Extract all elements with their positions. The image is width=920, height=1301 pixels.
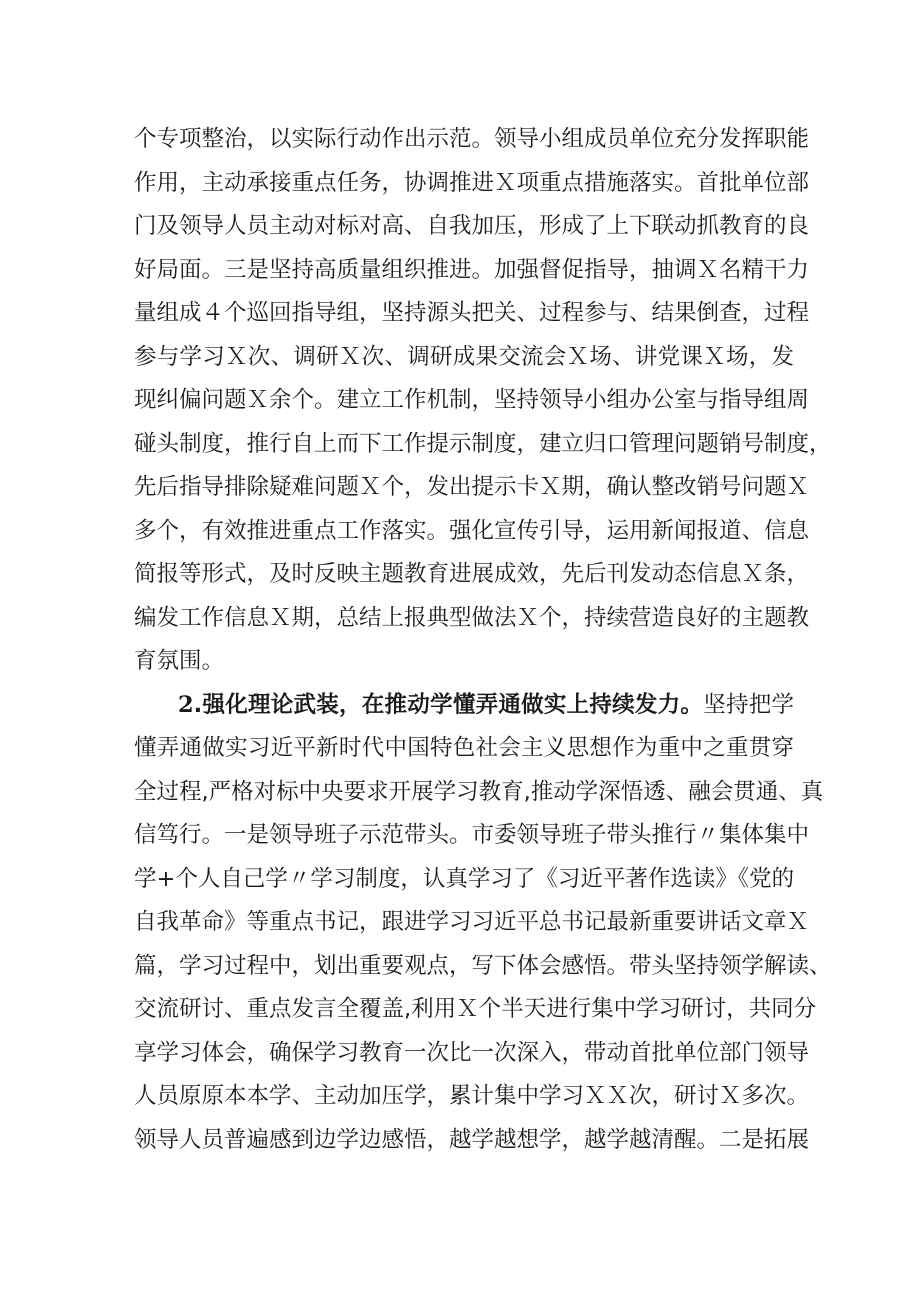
text-line: 先后指导排除疑难问题Ｘ个，发出提示卡Ｘ期，确认整改销号问题Ｘ — [134, 474, 810, 500]
text-line: 量组成４个巡回指导组，坚持源头把关、过程参与、结果倒查，过程 — [134, 300, 810, 326]
text-line: 现纠偏问题Ｘ余个。建立工作机制，坚持领导小组办公室与指导组周 — [134, 387, 810, 413]
text-line: 自我革命》等重点书记，跟进学习习近平总书记最新重要讲话文章Ｘ — [134, 909, 810, 935]
text-line: 享学习体会，确保学习教育一次比一次深入，带动首批单位部门领导 — [134, 1039, 810, 1066]
text-line: 门及领导人员主动对标对高、自我加压，形成了上下联动抓教育的良 — [134, 213, 810, 239]
section-number: 2 — [178, 691, 194, 718]
text-line: 信笃行。一是领导班子示范带头。市委领导班子带头推行〃集体集中 — [134, 822, 810, 848]
text-run: 坚持把学 — [703, 691, 794, 718]
text-line: 简报等形式，及时反映主题教育进展成效，先后刊发动态信息Ｘ条， — [134, 561, 810, 587]
paragraph-1 — [134, 118, 832, 684]
paragraph-2 — [134, 684, 832, 1163]
text-line: 作用，主动承接重点任务，协调推进Ｘ项重点措施落实。首批单位部 — [134, 169, 810, 196]
text-line: 多个，有效推进重点工作落实。强化宣传引导，运用新闻报道、信息 — [134, 517, 810, 544]
text-line: 好局面。三是坚持高质量组织推进。加强督促指导，抽调Ｘ名精干力 — [134, 256, 810, 283]
text-line: 个专项整治，以实际行动作出示范。领导小组成员单位充分发挥职能 — [134, 126, 810, 152]
text-line: 交流研讨、重点发言全覆盖,利用Ｘ个半天进行集中学习研讨，共同分 — [134, 996, 817, 1022]
text-line: 碰头制度，推行自上而下工作提示制度，建立归口管理问题销号制度， — [134, 430, 832, 457]
text-line: 懂弄通做实习近平新时代中国特色社会主义思想作为重中之重贯穿 — [134, 735, 794, 761]
text-line: 人员原原本本学、主动加压学，累计集中学习ＸＸ次，研讨Ｘ多次。 — [134, 1083, 810, 1109]
body-text — [134, 118, 832, 1162]
text-line: 参与学习Ｘ次、调研Ｘ次、调研成果交流会Ｘ场、讲党课Ｘ场，发 — [134, 343, 794, 370]
text-line: 领导人员普遍感到边学边感悟，越学越想学，越学越清醒。二是拓展 — [134, 1126, 810, 1153]
text-line: 篇，学习过程中，划出重要观点，写下体会感悟。带头坚持领学解读、 — [134, 952, 832, 979]
text-line: 育氛围。 — [134, 648, 225, 674]
text-line: 全过程,严格对标中央要求开展学习教育,推动学深悟透、融会贯通、真 — [134, 778, 824, 805]
section-heading-line — [134, 684, 794, 728]
text-line: 学+个人自己学〃学习制度，认真学习了《习近平著作选读》《党的 — [134, 865, 795, 892]
text-line: 编发工作信息Ｘ期，总结上报典型做法Ｘ个，持续营造良好的主题教 — [134, 604, 810, 631]
section-heading: .强化理论武装，在推动学懂弄通做实上持续发力。 — [193, 691, 704, 718]
